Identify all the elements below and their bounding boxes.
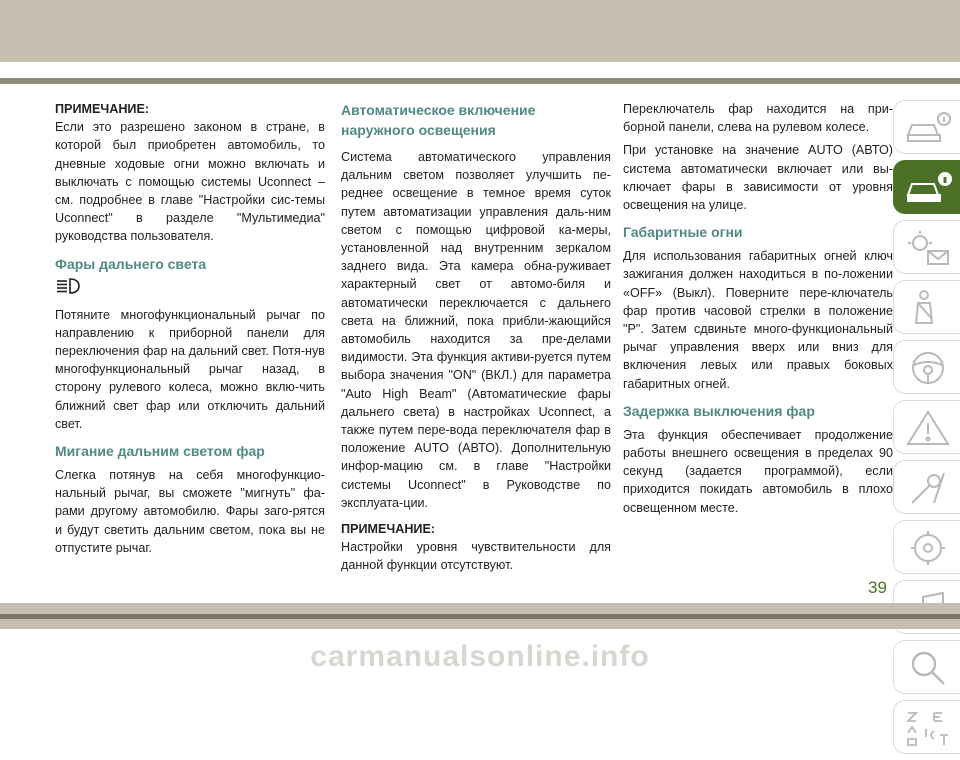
note-text: Если это разрешено законом в стране, в которой был приобретен автомобиль, то дневные ходовые огни можно включать и выключать с помощью системы Uconnect – см. подробнее в главе "Настройки сис-темы Uconnect" в разделе "Мультимедиа" руководства пользователя. xyxy=(55,120,325,244)
paragraph-auto-high-beam: Система автоматического управления дальним светом позволяет улучшить пе-реднее освещение в темное время суток путем автоматизации управления даль-ним светом с помощью цифровой ка-меры, установленной над внутренним зеркалом заднего вида. Эта камера обна-руживает характерный свет от автомо-биля и автоматически переключается с дальнего света на ближний, пока прибли-жающийся автомобиль находится за пре-делами видимости. Эта функция активи-руется путем выбора значения "ON" (ВКЛ.) для параметра "Auto High Beam" (Автоматические фары дальнего света) в настройках Uconnect, а также путем пере-вода переключателя фар в положение AUTO (АВТО). Дополнительную инфор-мацию см. в главе "Настройки системы Uconnect" в Руководстве по эксплуата-ции. xyxy=(341,150,611,510)
tab-warning-lights[interactable] xyxy=(893,220,960,274)
warning-triangle-icon xyxy=(904,409,952,447)
heading-auto-lights-2: наружного освещения xyxy=(341,122,496,138)
tab-emergency[interactable] xyxy=(893,400,960,454)
high-beam-indicator-icon xyxy=(55,276,81,296)
page-number: 39 xyxy=(868,578,887,597)
note-title: ПРИМЕЧАНИЕ: xyxy=(55,102,150,116)
paragraph-flash-to-pass: Слегка потянув на себя многофункцио-нальный рычаг, вы сможете "мигнуть" фа-рами другому автомобилю. Фары заго-рятся и будут светить дальним светом, пока вы не отпустите рычаг. xyxy=(55,468,325,555)
paragraph-switch-location: Переключатель фар находится на при-борной панели, слева на рулевом колесе. xyxy=(623,102,893,135)
warning-lights-messages-icon xyxy=(904,229,952,267)
paragraph-auto-mode: При установке на значение AUTO (АВТО) система автоматически включает или вы-ключает фары в зависимости от уровня освещения на улице. xyxy=(623,143,893,213)
top-band xyxy=(0,0,960,62)
steering-wheel-icon xyxy=(904,349,952,387)
tab-index[interactable] xyxy=(893,700,960,754)
watermark: carmanualsonline.info xyxy=(310,640,650,673)
heading-parking-lights: Габаритные огни xyxy=(623,224,743,241)
service-tools-icon xyxy=(904,469,952,507)
seatbelt-airbag-icon xyxy=(904,289,952,327)
note-title-2: ПРИМЕЧАНИЕ: xyxy=(341,522,436,537)
column-middle xyxy=(341,100,611,575)
column-left xyxy=(55,100,325,557)
paragraph-parking-lights: Для использования габаритных огней ключ зажигания должен находиться в по-ложении «OFF» (Выкл). Поверните пере-ключатель фар против часовой стрелки в положение "P". Затем сдвиньте много-функциональный рычаг управления вверх или вниз для включения левых или правых боковых габаритных огней. xyxy=(623,249,893,391)
tab-service[interactable] xyxy=(893,460,960,514)
top-rule xyxy=(0,78,960,84)
heading-flash-to-pass: Мигание дальним светом фар xyxy=(55,443,265,460)
alphabet-index-icon xyxy=(904,709,952,747)
paragraph-headlight-delay: Эта функция обеспечивает продолжение работы внешнего освещения в пределах 90 секунд (задается программой), если приходится покидать автомобиль в плохо освещенном месте. xyxy=(623,427,893,515)
heading-auto-lights-1: Автоматическое включение xyxy=(341,102,536,118)
note-text-2: Настройки уровня чувствительности для данной функции отсутствуют. xyxy=(341,540,611,573)
column-right xyxy=(623,100,893,517)
car-info-icon xyxy=(904,109,952,147)
paragraph-high-beam: Потяните многофункциональный рычаг по направлению к приборной панели для переключения фар на дальний свет. Потя-нув многофункциональный рычаг назад, в сторону рулевого колеса, можно вклю-чить ближний свет фар или отключить дальний свет. xyxy=(55,307,325,431)
technical-specs-icon xyxy=(904,529,952,567)
heading-headlight-delay: Задержка выключения фар xyxy=(623,402,815,419)
tab-safety[interactable] xyxy=(893,280,960,334)
tab-car-info[interactable] xyxy=(893,100,960,154)
heading-high-beam: Фары дальнего света xyxy=(55,255,207,272)
tab-driving[interactable] xyxy=(893,340,960,394)
tab-specs[interactable] xyxy=(893,520,960,574)
bottom-rule xyxy=(0,614,960,619)
tab-controls-info[interactable] xyxy=(893,160,960,214)
car-controls-info-icon xyxy=(904,169,952,207)
